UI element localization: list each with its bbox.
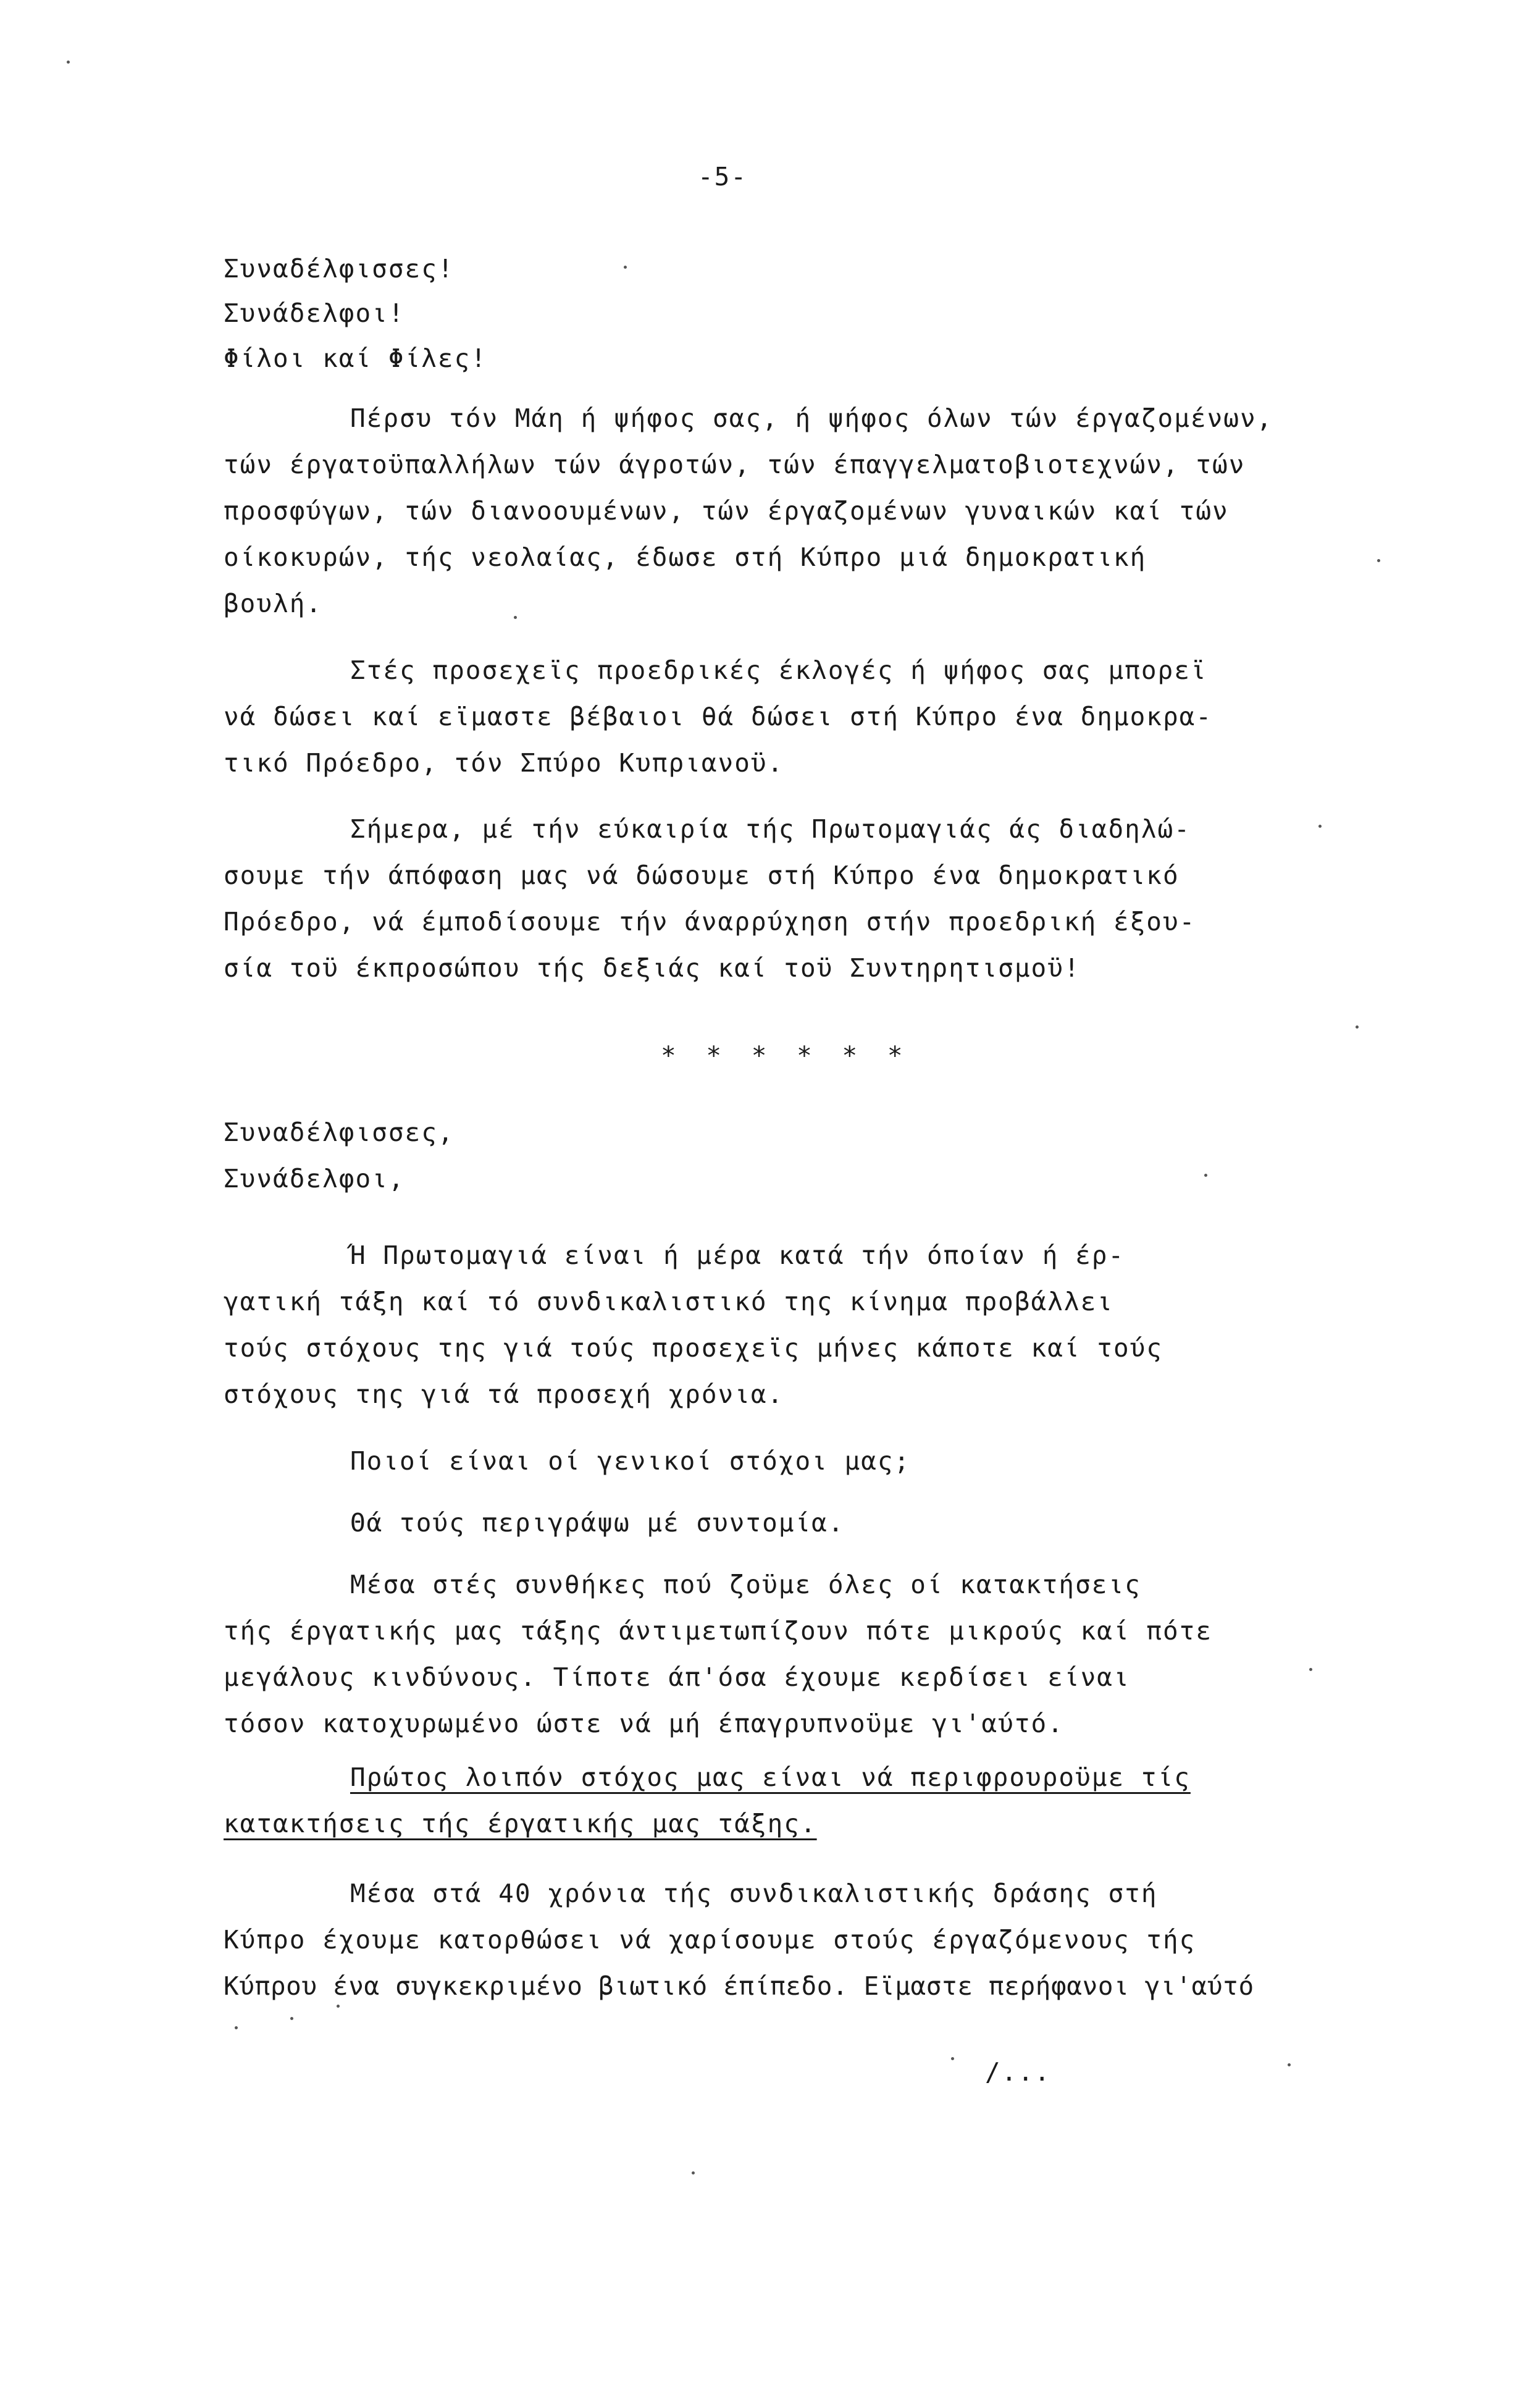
paragraph-line: σουμε τήν άπόφαση μας νά δώσουμε στή Κύπρο ένα δημοκρατικό — [224, 861, 1180, 890]
underlined-line: κατακτήσεις τής έργατικής μας τάξης. — [224, 1809, 817, 1838]
paragraph-line: γατική τάξη καί τό συνδικαλιστικό της κίνημα προβάλλει — [224, 1287, 1113, 1316]
scan-speck — [692, 2171, 695, 2174]
paragraph-line: Πρόεδρο, νά έμποδίσουμε τήν άναρρύχηση στήν προεδρική έξου- — [224, 907, 1196, 937]
paragraph-line: βουλή. — [224, 589, 323, 618]
page-number: -5- — [698, 162, 748, 192]
paragraph-line: Κύπρου ένα συγκεκριμένο βιωτικό έπίπεδο. Εϊμαστε περήφανοι γι'αύτό — [224, 1971, 1254, 2001]
scan-speck — [1318, 825, 1322, 828]
greeting-line: Φίλοι καί Φίλες! — [224, 343, 487, 373]
scan-speck — [67, 61, 70, 64]
paragraph-line: Στές προσεχεϊς προεδρικές έκλογές ή ψήφος σας μπορεϊ — [350, 655, 1207, 685]
underlined-line: Πρώτος λοιπόν στόχος μας είναι νά περιφρουροϋμε τίς — [350, 1762, 1191, 1792]
paragraph-line: Θά τούς περιγράψω μέ συντομία. — [350, 1508, 845, 1538]
paragraph-line: μεγάλους κινδύνους. Τίποτε άπ'όσα έχουμε κερδίσει είναι — [224, 1662, 1130, 1692]
paragraph-line: Σήμερα, μέ τήν εύκαιρία τής Πρωτομαγιάς άς διαδηλώ- — [350, 814, 1191, 844]
paragraph-line: τικό Πρόεδρο, τόν Σπύρο Κυπριανοϋ. — [224, 748, 784, 778]
paragraph-line: τών έργατοϋπαλλήλων τών άγροτών, τών έπαγγελματοβιοτεχνών, τών — [224, 450, 1246, 479]
paragraph-line: νά δώσει καί εϊμαστε βέβαιοι θά δώσει στή Κύπρο ένα δημοκρα- — [224, 702, 1213, 731]
scan-speck — [1288, 2063, 1291, 2066]
paragraph-line: Μέσα στές συνθήκες πού ζοϋμε όλες οί κατακτήσεις — [350, 1570, 1141, 1599]
scan-speck — [235, 2026, 238, 2029]
paragraph-line: τής έργατικής μας τάξης άντιμετωπίζουν πότε μικρούς καί πότε — [224, 1616, 1213, 1646]
paragraph-line: σία τοϋ έκπροσώπου τής δεξιάς καί τοϋ Συντηρητισμοϋ! — [224, 953, 1081, 983]
paragraph-line: Ή Πρωτομαγιά είναι ή μέρα κατά τήν όποίαν ή έρ- — [350, 1240, 1125, 1270]
paragraph-line: στόχους της γιά τά προσεχή χρόνια. — [224, 1379, 784, 1409]
paragraph-line: τόσον κατοχυρωμένο ώστε νά μή έπαγρυπνοϋμε γι'αύτό. — [224, 1709, 1064, 1738]
scan-speck — [951, 2057, 954, 2060]
scan-speck — [1204, 1174, 1207, 1177]
paragraph-line: Ποιοί είναι οί γενικοί στόχοι μας; — [350, 1446, 911, 1476]
continued-mark: /... — [985, 2057, 1051, 2087]
paragraph-line: Μέσα στά 40 χρόνια τής συνδικαλιστικής δράσης στή — [350, 1879, 1158, 1908]
greeting-line: Συναδέλφισσες, — [224, 1118, 455, 1147]
scan-speck — [1377, 559, 1380, 562]
scan-speck — [514, 616, 517, 619]
paragraph-line: Πέρσυ τόν Μάη ή ψήφος σας, ή ψήφος όλων τών έργαζομένων, — [350, 403, 1273, 433]
scan-speck — [337, 2005, 340, 2008]
paragraph-line: Κύπρο έχουμε κατορθώσει νά χαρίσουμε στούς έργαζόμενους τής — [224, 1925, 1196, 1955]
paragraph-line: τούς στόχους της γιά τούς προσεχεϊς μήνες κάποτε καί τούς — [224, 1333, 1163, 1363]
scan-speck — [624, 266, 627, 269]
separator-stars: * * * * * * — [661, 1041, 910, 1071]
scan-speck — [290, 2017, 293, 2020]
paragraph-line: οίκοκυρών, τής νεολαίας, έδωσε στή Κύπρο μιά δημοκρατική — [224, 542, 1147, 572]
greeting-line: Συνάδελφοι! — [224, 298, 405, 328]
scan-speck — [1309, 1668, 1312, 1671]
greeting-line: Συνάδελφοι, — [224, 1164, 405, 1193]
scan-speck — [1356, 1025, 1359, 1029]
paragraph-line: προσφύγων, τών διανοουμένων, τών έργαζομένων γυναικών καί τών — [224, 496, 1229, 526]
greeting-line: Συναδέλφισσες! — [224, 254, 455, 284]
